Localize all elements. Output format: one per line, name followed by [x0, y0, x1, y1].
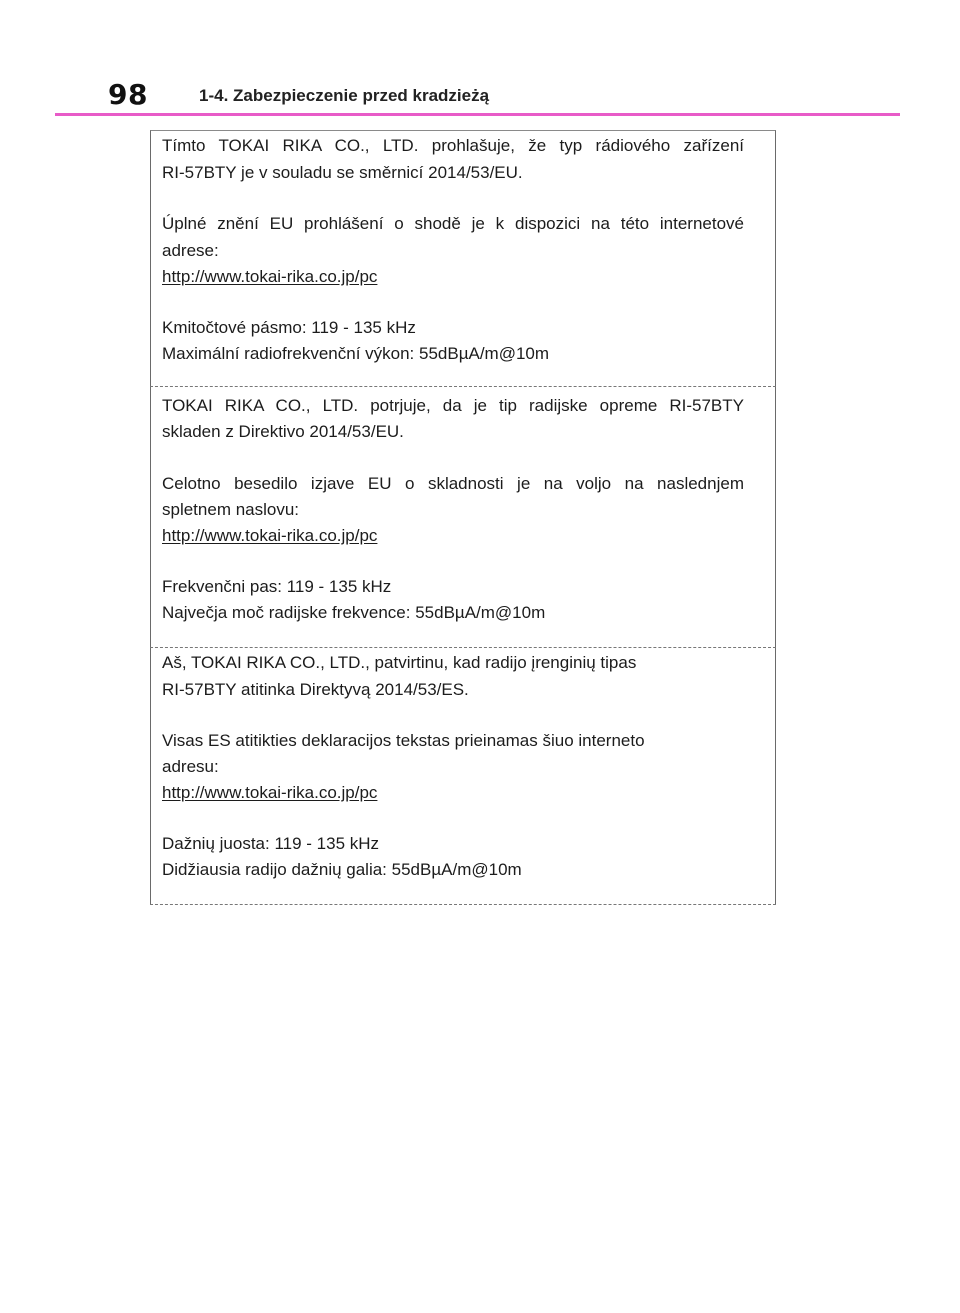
sl-max-power: Največja moč radijske frekvence: 55dBµA/m@10m	[162, 603, 546, 622]
box-bottom-border	[150, 904, 776, 905]
lt-url-link[interactable]: http://www.tokai-rika.co.jp/pc	[162, 783, 378, 802]
lt-declaration-line-1: Aš, TOKAI RIKA CO., LTD., patvirtinu, kad radijo įrenginių tipas	[162, 653, 637, 672]
sl-url-link[interactable]: http://www.tokai-rika.co.jp/pc	[162, 526, 378, 545]
lt-declaration-line-2: RI-57BTY atitinka Direktyvą 2014/53/ES.	[162, 680, 469, 699]
lt-fulltext-line-2: adresu:	[162, 757, 219, 776]
cs-url-link[interactable]: http://www.tokai-rika.co.jp/pc	[162, 267, 378, 286]
cs-declaration-line-2: RI-57BTY je v souladu se směrnicí 2014/53/EU.	[162, 163, 523, 182]
sl-declaration-line-2: skladen z Direktivo 2014/53/EU.	[162, 422, 404, 441]
section-title: 1-4. Zabezpieczenie przed kradzieżą	[199, 86, 490, 105]
cs-max-power: Maximální radiofrekvenční výkon: 55dBµA/m@10m	[162, 344, 550, 363]
sl-fulltext-line-2: spletnem naslovu:	[162, 500, 300, 519]
page-number: 98	[108, 78, 148, 111]
lt-frequency-band: Dažnių juosta: 119 - 135 kHz	[162, 834, 380, 853]
cs-fulltext-line-2: adrese:	[162, 241, 219, 260]
cs-declaration-line-1: Tímto TOKAI RIKA CO., LTD. prohlašuje, že typ rádiového zařízení	[162, 136, 744, 155]
section-divider-2	[150, 647, 776, 648]
sl-fulltext-line-1: Celotno besedilo izjave EU o skladnosti je na voljo na naslednjem	[162, 474, 744, 493]
lt-max-power: Didžiausia radijo dažnių galia: 55dBµA/m@10m	[162, 860, 522, 879]
sl-declaration-line-1: TOKAI RIKA CO., LTD. potrjuje, da je tip radijske opreme RI-57BTY	[162, 396, 744, 415]
sl-frequency-band: Frekvenčni pas: 119 - 135 kHz	[162, 577, 392, 596]
section-divider-1	[150, 386, 776, 387]
header-rule	[55, 113, 900, 116]
page-header	[0, 0, 960, 118]
cs-fulltext-line-1: Úplné znění EU prohlášení o shodě je k dispozici na této internetové	[162, 214, 744, 233]
lt-fulltext-line-1: Visas ES atitikties deklaracijos tekstas prieinamas šiuo interneto	[162, 731, 645, 750]
cs-frequency-band: Kmitočtové pásmo: 119 - 135 kHz	[162, 318, 416, 337]
